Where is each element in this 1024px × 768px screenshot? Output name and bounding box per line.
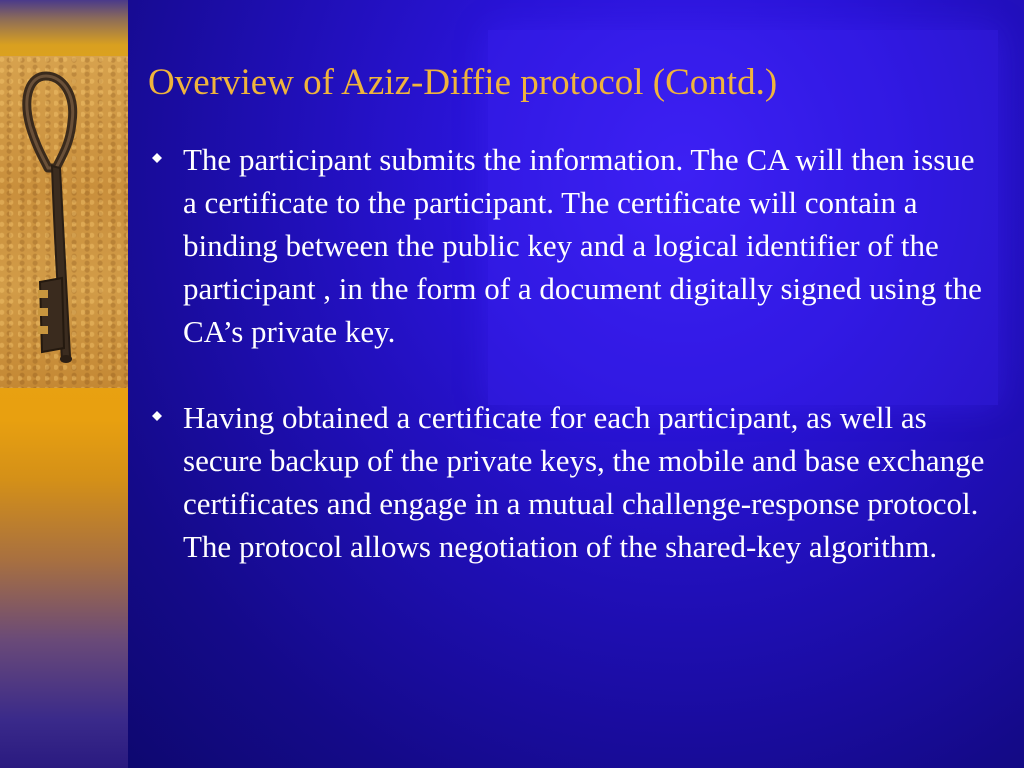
bullet-text: The participant submits the information. The CA will then issue a certificate to the participant. The certificate will contain a binding between the public key and a logical identifier of the participant , in the form of a document digitally signed using the CA’s private key. <box>183 142 982 349</box>
bullet-list <box>146 138 996 611</box>
bullet-item <box>146 138 996 353</box>
slide-title: Overview of Aziz-Diffie protocol (Contd.) <box>148 62 778 103</box>
antique-key-icon <box>0 56 128 388</box>
bullet-text: Having obtained a certificate for each participant, as well as secure backup of the private keys, the mobile and base exchange certificates and engage in a mutual challenge-response protocol. The protocol allows negotiation of the shared-key algorithm. <box>183 400 985 564</box>
key-graphic <box>0 56 128 388</box>
diamond-bullet-icon <box>152 153 162 163</box>
diamond-bullet-icon <box>152 411 162 421</box>
bullet-item <box>146 396 996 568</box>
